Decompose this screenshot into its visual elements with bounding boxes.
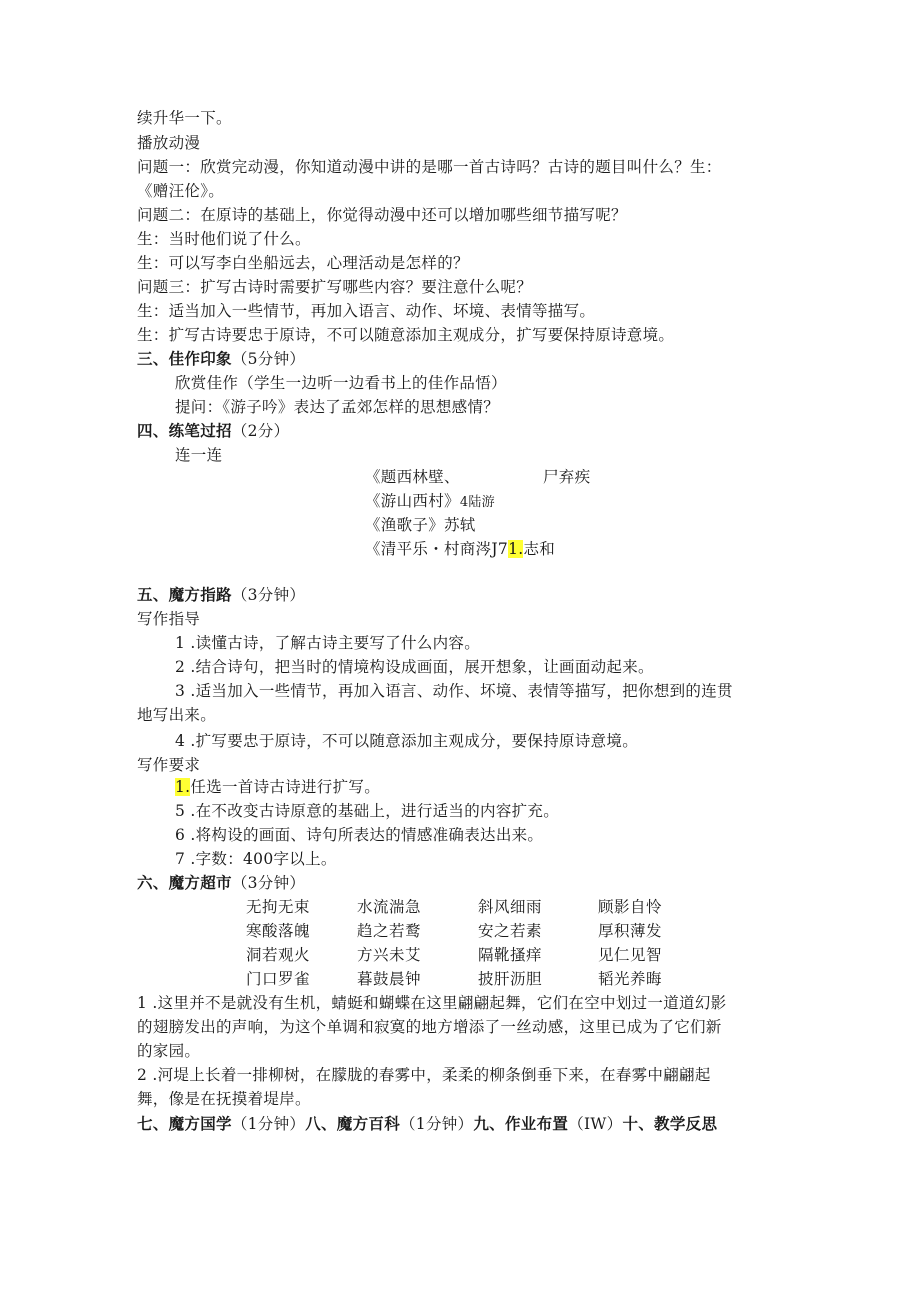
- idiom: 水流湍急: [357, 898, 422, 916]
- match-item: 尸弃疾: [543, 468, 591, 486]
- match-author: 4陆游: [459, 495, 495, 510]
- idiom: 无拘无束: [246, 898, 311, 916]
- section-time: （3分钟）: [231, 874, 306, 892]
- idiom: 披肝沥胆: [478, 970, 543, 988]
- section-time: （3分钟）: [231, 586, 306, 604]
- text-line: 提问：《游子吟》表达了孟郊怎样的思想感情？: [175, 398, 500, 416]
- idiom: 方兴未艾: [357, 946, 422, 964]
- section-title: 七、魔方国学: [137, 1115, 232, 1133]
- section-time: （5分钟）: [231, 350, 306, 368]
- section-title: 六、魔方超市: [137, 874, 232, 892]
- text-line: 1 .读懂古诗，了解古诗主要写了什么内容。: [175, 634, 481, 652]
- match-poem: 《清平乐・村商涔J7: [365, 540, 509, 558]
- section-title: 九、作业布置: [473, 1115, 569, 1133]
- match-poem: 《游山西村》: [365, 492, 460, 510]
- section-title: 四、练笔过招: [137, 422, 232, 440]
- text-line: 5 .在不改变古诗原意的基础上，进行适当的内容扩充。: [175, 802, 560, 820]
- section-heading: [137, 348, 305, 370]
- text-line: 《赠汪伦》。: [137, 182, 225, 200]
- section-time: （1分钟）: [231, 1115, 306, 1133]
- section-time: （2分）: [231, 422, 290, 440]
- text-line: 问题三：扩写古诗时需要扩写哪些内容？要注意什么呢？: [137, 278, 533, 296]
- idiom: 洞若观火: [246, 946, 311, 964]
- text-line: 的翅膀发出的声响，为这个单调和寂寞的地方增添了一丝动感，这里已成为了它们新: [137, 1018, 722, 1036]
- match-item: [365, 538, 555, 560]
- match-author: 志和: [523, 540, 556, 558]
- text-line: 问题一：欣赏完动漫，你知道动漫中讲的是哪一首古诗吗？古诗的题目叫什么？生：: [137, 158, 722, 176]
- idiom: 趋之若鹜: [357, 922, 422, 940]
- match-item: 《渔歌子》苏轼: [365, 516, 476, 534]
- section-heading: [137, 584, 305, 606]
- idiom: 顾影自怜: [598, 898, 663, 916]
- idiom: 厚积薄发: [598, 922, 663, 940]
- idiom: 门口罗雀: [246, 970, 311, 988]
- text-line: 1 .这里并不是就没有生机，蜻蜓和蝴蝶在这里翩翩起舞，它们在空中划过一道道幻影: [137, 994, 727, 1012]
- section-time: （1分钟）: [400, 1115, 474, 1133]
- match-item: [365, 490, 495, 514]
- highlight-mark: 1.: [508, 540, 524, 558]
- section-title: 八、魔方百科: [305, 1115, 400, 1133]
- text-line: 生：当时他们说了什么。: [137, 230, 311, 248]
- idiom: 韬光养晦: [598, 970, 663, 988]
- idiom: 安之若素: [478, 922, 543, 940]
- section-title: 十、教学反思: [622, 1115, 718, 1133]
- text-line: 播放动漫: [137, 134, 201, 152]
- section-heading: [137, 1113, 717, 1135]
- text-line: 4 .扩写要忠于原诗，不可以随意添加主观成分，要保持原诗意境。: [175, 732, 639, 750]
- match-item: 《题西林壁、: [365, 468, 460, 486]
- section-time: （IW）: [568, 1115, 623, 1133]
- text-line: 6 .将构设的画面、诗句所表达的情感准确表达出来。: [175, 826, 544, 844]
- text-line: 舞，像是在抚摸着堤岸。: [137, 1090, 311, 1108]
- text-line: 生：适当加入一些情节，再加入语言、动作、坏境、表情等描写。: [137, 302, 596, 320]
- text-line: 欣赏佳作（学生一边听一边看书上的佳作品悟）: [175, 374, 507, 392]
- idiom: 隔靴搔痒: [478, 946, 543, 964]
- text-line: 地写出来。: [137, 706, 217, 724]
- sub-heading: 写作指导: [137, 610, 201, 628]
- text-line: 续升华一下。: [137, 109, 232, 127]
- text-line: 2 .河堤上长着一排柳树，在朦胧的春雾中，柔柔的柳条倒垂下来，在春雾中翩翩起: [137, 1066, 711, 1084]
- text-line: 问题二：在原诗的基础上，你觉得动漫中还可以增加哪些细节描写呢？: [137, 206, 627, 224]
- text-line: 生：可以写李白坐船远去，心理活动是怎样的？: [137, 254, 469, 272]
- text-line: 3 .适当加入一些情节，再加入语言、动作、坏境、表情等描写，把你想到的连贯: [175, 682, 733, 700]
- text-line: 2 .结合诗句，把当时的情境构设成画面，展开想象，让画面动起来。: [175, 658, 654, 676]
- idiom: 暮鼓晨钟: [357, 970, 422, 988]
- idiom: 寒酸落魄: [246, 922, 311, 940]
- idiom: 斜风细雨: [478, 898, 543, 916]
- section-heading: [137, 872, 305, 894]
- section-heading: [137, 420, 289, 442]
- section-title: 三、佳作印象: [137, 350, 232, 368]
- sub-heading: 写作要求: [137, 756, 201, 774]
- text-line: 的家园。: [137, 1042, 201, 1060]
- text-line: 连一连: [175, 446, 223, 464]
- section-title: 五、魔方指路: [137, 586, 232, 604]
- text-line: 7 .字数：400字以上。: [175, 850, 337, 868]
- text-line: 生：扩写古诗要忠于原诗，不可以随意添加主观成分，扩写要保持原诗意境。: [137, 326, 675, 344]
- text-line: [175, 776, 380, 798]
- text-span: 任选一首诗古诗进行扩写。: [190, 778, 380, 796]
- idiom: 见仁见智: [598, 946, 663, 964]
- highlight-mark: 1.: [175, 778, 191, 796]
